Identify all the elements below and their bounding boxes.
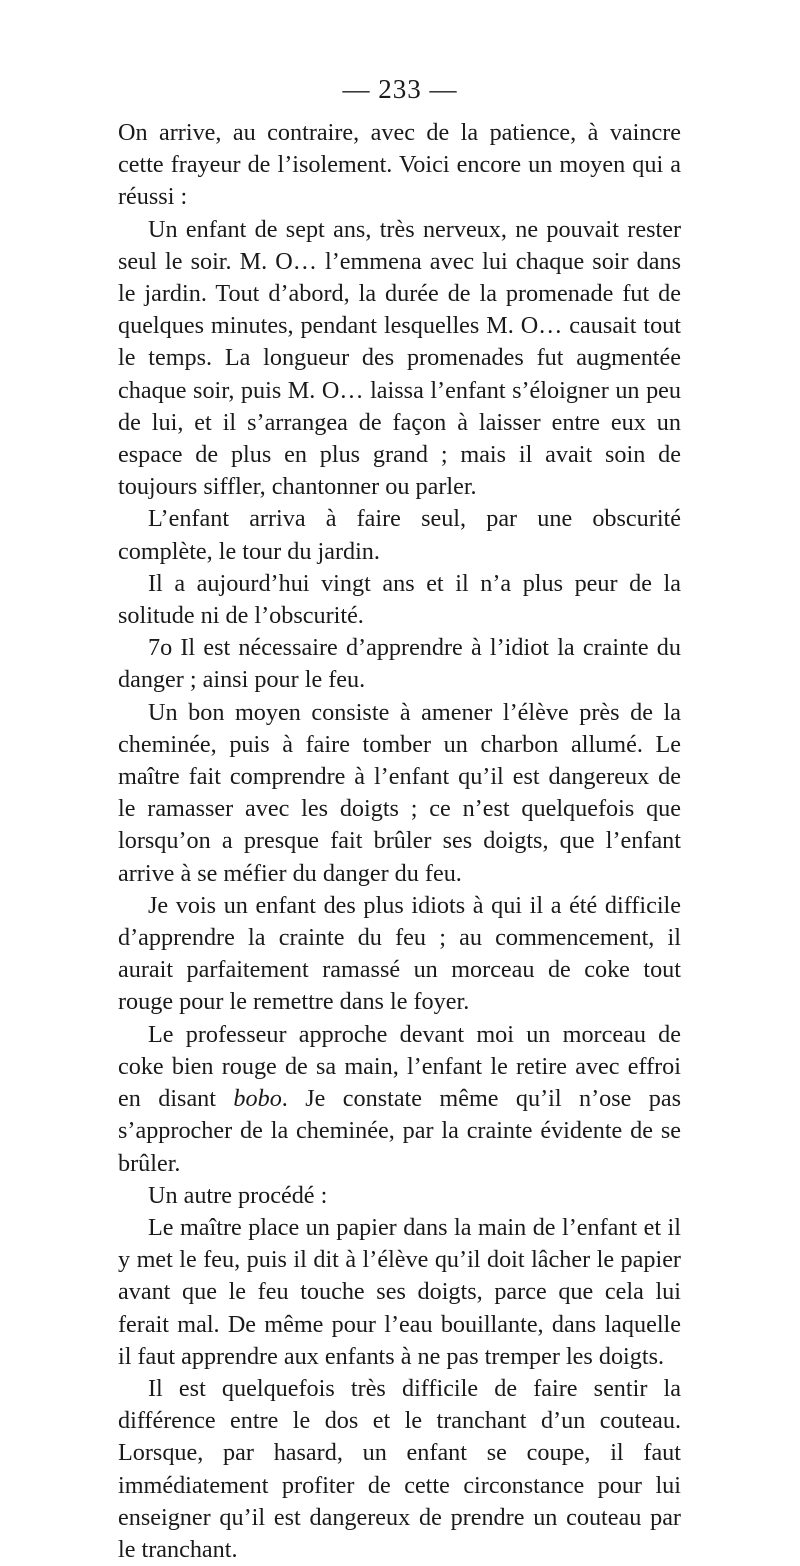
italic-word: bobo bbox=[233, 1085, 282, 1113]
paragraph bbox=[118, 1019, 681, 1180]
page-number: — 233 — bbox=[342, 74, 458, 104]
paragraph: 7o Il est nécessaire d’apprendre à l’idiot la crainte du danger ; ainsi pour le feu. bbox=[118, 634, 681, 694]
paragraph: Un bon moyen consiste à amener l’élève près de la cheminée, puis à faire tomber un charbon allumé. Le maître fait comprendre à l’enfant qu’il est dangereux de le ramasser avec les doigts ; ce n’est quelquefois que lorsqu’on a presque fait brûler ses doigts, que l’enfant arrive à se méfier du danger du feu. bbox=[118, 698, 681, 887]
paragraph: L’enfant arriva à faire seul, par une obscurité complète, le tour du jardin. bbox=[118, 505, 681, 565]
paragraph: On arrive, au contraire, avec de la patience, à vaincre cette frayeur de l’isolement. Voici encore un moyen qui a réussi : bbox=[118, 119, 681, 211]
paragraph: Je vois un enfant des plus idiots à qui il a été difficile d’apprendre la crainte du feu ; au commencement, il aurait parfaitement ramassé un morceau de coke tout rouge pour le remettre dans le foyer. bbox=[118, 891, 681, 1016]
paragraph: Un autre procédé : bbox=[148, 1181, 328, 1209]
paragraph-text: . Je constate même qu’il n’ose pas s’approcher de la cheminée, par la crainte évidente de se brûler. bbox=[118, 1085, 682, 1177]
paragraph: Le maître place un papier dans la main de l’enfant et il y met le feu, puis il dit à l’élève qu’il doit lâcher le papier avant que le feu touche ses doigts, parce que cela lui ferait mal. De même pour l’eau bouillante, dans laquelle il faut apprendre aux enfants à ne pas tremper les doigts. bbox=[118, 1213, 681, 1370]
paragraph-text: Le professeur approche devant moi un morceau de coke bien rouge de sa main, l’enfant le retire avec effroi en disant bbox=[118, 1020, 681, 1113]
paragraph: Un enfant de sept ans, très nerveux, ne pouvait rester seul le soir. M. O… l’emmena avec lui chaque soir dans le jardin. Tout d’abord, la durée de la promenade fut de quelques minutes, pendant lesquelles M. O… causait tout le temps. La longueur des promenades fut augmentée chaque soir, puis M. O… laissa l’enfant s’éloigner un peu de lui, et il s’arrangea de façon à laisser entre eux un espace de plus en plus grand ; mais il avait soin de toujours siffler, chantonner ou parler. bbox=[118, 215, 681, 501]
paragraph: Il a aujourd’hui vingt ans et il n’a plus peur de la solitude ni de l’obscurité. bbox=[118, 569, 681, 630]
body-text bbox=[118, 117, 681, 1566]
paragraph: Il est quelquefois très difficile de faire sentir la différence entre le dos et le tranchant d’un couteau. Lorsque, par hasard, un enfant se coupe, il faut immédiatement profiter de cette circonstance pour lui enseigner qu’il est dangereux de prendre un couteau par le tranchant. bbox=[118, 1374, 681, 1563]
